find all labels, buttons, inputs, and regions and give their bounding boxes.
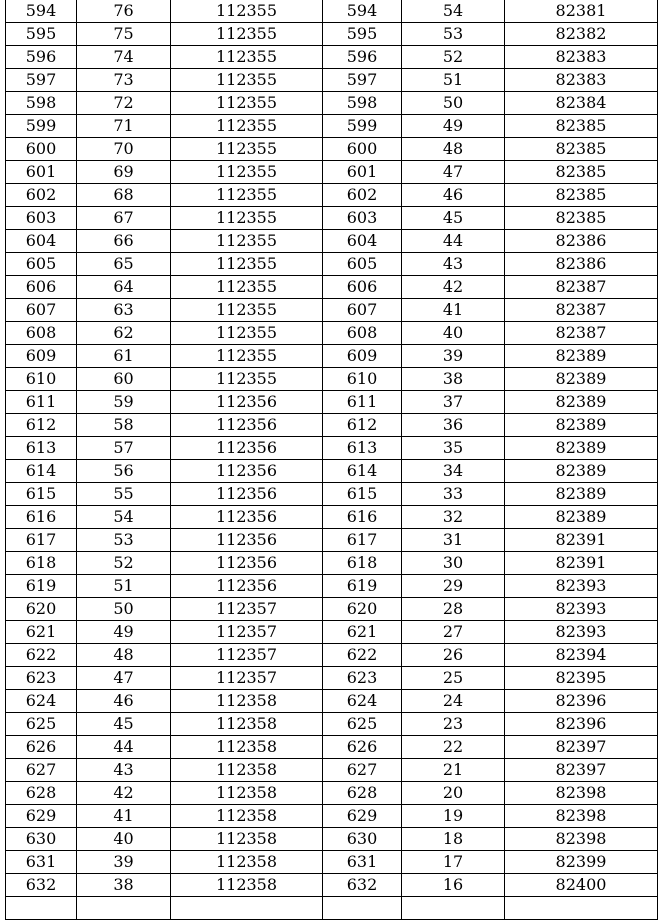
cell-score-a: 605 [6, 253, 77, 276]
cell-score-a: 622 [6, 644, 77, 667]
cell-score-a: 604 [6, 230, 77, 253]
cell-score-a: 601 [6, 161, 77, 184]
cell-count-a: 75 [77, 23, 171, 46]
cell-score-a: 607 [6, 299, 77, 322]
cell-cumulative-b: 82393 [505, 575, 658, 598]
table-row [6, 345, 658, 368]
cell-count-b: 35 [402, 437, 505, 460]
cell-score-b: 598 [323, 92, 402, 115]
cell-cumulative-b: 82398 [505, 782, 658, 805]
table-row [6, 690, 658, 713]
cell-score-b: 628 [323, 782, 402, 805]
cell-count-a: 46 [77, 690, 171, 713]
table-row [6, 0, 658, 23]
cell-score-b: 614 [323, 460, 402, 483]
cell-score-a: 603 [6, 207, 77, 230]
cell-cumulative-b: 82400 [505, 874, 658, 897]
cell-cumulative-b: 82387 [505, 299, 658, 322]
table-row [6, 299, 658, 322]
table-row [6, 805, 658, 828]
cell-cumulative-a: 112355 [171, 276, 323, 299]
cell-count-b: 17 [402, 851, 505, 874]
cell-cumulative-b: 82397 [505, 736, 658, 759]
cell-cumulative-a: 112355 [171, 368, 323, 391]
cell-score-b: 610 [323, 368, 402, 391]
cell-score-a: 597 [6, 69, 77, 92]
table-row [6, 483, 658, 506]
cell-count-b: 38 [402, 368, 505, 391]
cell-count-b [402, 897, 505, 920]
cell-count-a: 41 [77, 805, 171, 828]
cell-cumulative-a: 112355 [171, 253, 323, 276]
cell-count-a: 72 [77, 92, 171, 115]
table-row [6, 414, 658, 437]
table-row [6, 138, 658, 161]
cell-score-b: 620 [323, 598, 402, 621]
cell-cumulative-a: 112358 [171, 759, 323, 782]
cell-count-a: 50 [77, 598, 171, 621]
cell-cumulative-a: 112355 [171, 230, 323, 253]
cell-count-b: 43 [402, 253, 505, 276]
cell-score-a: 624 [6, 690, 77, 713]
cell-count-a: 47 [77, 667, 171, 690]
cell-score-b: 629 [323, 805, 402, 828]
cell-score-a: 632 [6, 874, 77, 897]
cell-count-a: 70 [77, 138, 171, 161]
cell-count-a: 56 [77, 460, 171, 483]
cell-cumulative-a: 112358 [171, 828, 323, 851]
table-row [6, 207, 658, 230]
cell-count-b: 27 [402, 621, 505, 644]
cell-score-a: 617 [6, 529, 77, 552]
cell-count-b: 20 [402, 782, 505, 805]
cell-cumulative-a: 112355 [171, 299, 323, 322]
table-row [6, 897, 658, 920]
cell-score-b: 600 [323, 138, 402, 161]
cell-cumulative-b: 82396 [505, 713, 658, 736]
cell-count-a: 65 [77, 253, 171, 276]
cell-cumulative-a: 112355 [171, 345, 323, 368]
cell-cumulative-b [505, 897, 658, 920]
cell-cumulative-b: 82385 [505, 138, 658, 161]
cell-cumulative-a: 112356 [171, 575, 323, 598]
cell-cumulative-b: 82385 [505, 184, 658, 207]
cell-cumulative-b: 82381 [505, 0, 658, 23]
cell-cumulative-b: 82385 [505, 115, 658, 138]
cell-cumulative-a [171, 897, 323, 920]
cell-count-b: 34 [402, 460, 505, 483]
cell-cumulative-b: 82389 [505, 483, 658, 506]
cell-count-b: 18 [402, 828, 505, 851]
cell-score-b: 618 [323, 552, 402, 575]
cell-cumulative-b: 82396 [505, 690, 658, 713]
cell-count-b: 51 [402, 69, 505, 92]
cell-score-b: 604 [323, 230, 402, 253]
cell-count-b: 36 [402, 414, 505, 437]
cell-cumulative-b: 82393 [505, 598, 658, 621]
cell-count-b: 46 [402, 184, 505, 207]
cell-cumulative-a: 112355 [171, 115, 323, 138]
cell-score-a: 615 [6, 483, 77, 506]
cell-count-b: 49 [402, 115, 505, 138]
cell-count-b: 37 [402, 391, 505, 414]
cell-cumulative-a: 112357 [171, 644, 323, 667]
cell-cumulative-a: 112357 [171, 667, 323, 690]
cell-cumulative-b: 82398 [505, 828, 658, 851]
cell-count-b: 23 [402, 713, 505, 736]
cell-score-a: 616 [6, 506, 77, 529]
cell-score-a: 625 [6, 713, 77, 736]
cell-score-a: 599 [6, 115, 77, 138]
cell-cumulative-a: 112356 [171, 414, 323, 437]
cell-score-b: 615 [323, 483, 402, 506]
cell-score-a: 610 [6, 368, 77, 391]
cell-score-b: 605 [323, 253, 402, 276]
cell-score-b: 616 [323, 506, 402, 529]
cell-score-b: 617 [323, 529, 402, 552]
cell-cumulative-b: 82387 [505, 322, 658, 345]
cell-cumulative-a: 112355 [171, 92, 323, 115]
cell-count-a: 67 [77, 207, 171, 230]
cell-count-b: 50 [402, 92, 505, 115]
cell-score-b: 607 [323, 299, 402, 322]
cell-cumulative-b: 82382 [505, 23, 658, 46]
table-row [6, 253, 658, 276]
cell-score-a: 595 [6, 23, 77, 46]
cell-count-a: 62 [77, 322, 171, 345]
cell-count-a: 60 [77, 368, 171, 391]
cell-score-b: 595 [323, 23, 402, 46]
cell-cumulative-a: 112355 [171, 161, 323, 184]
cell-count-a: 45 [77, 713, 171, 736]
cell-score-b: 622 [323, 644, 402, 667]
table-row [6, 23, 658, 46]
cell-count-b: 24 [402, 690, 505, 713]
cell-count-a: 48 [77, 644, 171, 667]
cell-cumulative-a: 112355 [171, 207, 323, 230]
table-row [6, 759, 658, 782]
table-row [6, 575, 658, 598]
table-row [6, 828, 658, 851]
cell-score-b: 627 [323, 759, 402, 782]
cell-count-b: 53 [402, 23, 505, 46]
table-row [6, 506, 658, 529]
cell-score-a: 611 [6, 391, 77, 414]
cell-count-a: 64 [77, 276, 171, 299]
table-row [6, 713, 658, 736]
cell-count-b: 45 [402, 207, 505, 230]
table-row [6, 644, 658, 667]
cell-count-b: 21 [402, 759, 505, 782]
cell-cumulative-b: 82385 [505, 207, 658, 230]
table-row [6, 552, 658, 575]
cell-cumulative-a: 112358 [171, 851, 323, 874]
cell-score-b: 599 [323, 115, 402, 138]
cell-count-b: 48 [402, 138, 505, 161]
cell-score-a: 628 [6, 782, 77, 805]
cell-score-b: 603 [323, 207, 402, 230]
cell-count-a: 54 [77, 506, 171, 529]
cell-cumulative-b: 82384 [505, 92, 658, 115]
table-row [6, 529, 658, 552]
table-row [6, 782, 658, 805]
cell-count-a: 55 [77, 483, 171, 506]
cell-score-b: 626 [323, 736, 402, 759]
cell-score-a: 606 [6, 276, 77, 299]
table-row [6, 736, 658, 759]
cell-cumulative-b: 82399 [505, 851, 658, 874]
table-row [6, 92, 658, 115]
table-row [6, 391, 658, 414]
table-row [6, 115, 658, 138]
cell-score-b: 625 [323, 713, 402, 736]
table-row [6, 46, 658, 69]
cell-score-a: 629 [6, 805, 77, 828]
cell-count-a: 42 [77, 782, 171, 805]
cell-count-a: 71 [77, 115, 171, 138]
cell-cumulative-a: 112355 [171, 23, 323, 46]
cell-cumulative-b: 82385 [505, 161, 658, 184]
table-row [6, 161, 658, 184]
cell-count-a: 68 [77, 184, 171, 207]
cell-score-b: 624 [323, 690, 402, 713]
cell-score-a: 600 [6, 138, 77, 161]
cell-cumulative-b: 82389 [505, 391, 658, 414]
cell-score-b: 606 [323, 276, 402, 299]
cell-score-b: 612 [323, 414, 402, 437]
cell-cumulative-b: 82389 [505, 506, 658, 529]
cell-score-a: 608 [6, 322, 77, 345]
cell-score-a: 627 [6, 759, 77, 782]
cell-count-b: 25 [402, 667, 505, 690]
cell-cumulative-a: 112356 [171, 552, 323, 575]
cell-score-a: 630 [6, 828, 77, 851]
cell-cumulative-b: 82387 [505, 276, 658, 299]
cell-cumulative-a: 112357 [171, 598, 323, 621]
cell-count-b: 54 [402, 0, 505, 23]
cell-score-a: 612 [6, 414, 77, 437]
cell-score-b: 632 [323, 874, 402, 897]
cell-count-a: 61 [77, 345, 171, 368]
cell-cumulative-a: 112355 [171, 322, 323, 345]
cell-score-b: 609 [323, 345, 402, 368]
cell-cumulative-b: 82395 [505, 667, 658, 690]
cell-cumulative-b: 82394 [505, 644, 658, 667]
cell-count-a: 63 [77, 299, 171, 322]
cell-score-b: 596 [323, 46, 402, 69]
cell-count-b: 19 [402, 805, 505, 828]
cell-cumulative-a: 112355 [171, 184, 323, 207]
cell-score-a: 621 [6, 621, 77, 644]
cell-cumulative-a: 112358 [171, 690, 323, 713]
cell-score-b: 630 [323, 828, 402, 851]
table-row [6, 667, 658, 690]
cell-score-b: 623 [323, 667, 402, 690]
cell-count-a: 53 [77, 529, 171, 552]
cell-cumulative-a: 112355 [171, 69, 323, 92]
cell-cumulative-b: 82386 [505, 253, 658, 276]
cell-count-a: 76 [77, 0, 171, 23]
cell-score-a: 609 [6, 345, 77, 368]
cell-count-a: 40 [77, 828, 171, 851]
cell-count-a: 52 [77, 552, 171, 575]
table-row [6, 184, 658, 207]
cell-cumulative-a: 112356 [171, 391, 323, 414]
cell-score-a: 623 [6, 667, 77, 690]
score-table [5, 0, 658, 920]
cell-cumulative-a: 112356 [171, 529, 323, 552]
cell-cumulative-b: 82389 [505, 460, 658, 483]
cell-score-b: 608 [323, 322, 402, 345]
cell-cumulative-b: 82383 [505, 46, 658, 69]
cell-cumulative-a: 112356 [171, 506, 323, 529]
cell-count-b: 44 [402, 230, 505, 253]
cell-score-b: 597 [323, 69, 402, 92]
cell-cumulative-a: 112358 [171, 805, 323, 828]
cell-count-a: 39 [77, 851, 171, 874]
cell-cumulative-a: 112356 [171, 437, 323, 460]
cell-score-b: 602 [323, 184, 402, 207]
cell-score-b: 613 [323, 437, 402, 460]
table-row [6, 851, 658, 874]
cell-count-a: 66 [77, 230, 171, 253]
table-row [6, 460, 658, 483]
cell-score-a: 631 [6, 851, 77, 874]
cell-count-a: 38 [77, 874, 171, 897]
cell-cumulative-b: 82386 [505, 230, 658, 253]
cell-cumulative-b: 82389 [505, 414, 658, 437]
cell-cumulative-b: 82389 [505, 345, 658, 368]
cell-count-a: 51 [77, 575, 171, 598]
cell-cumulative-b: 82397 [505, 759, 658, 782]
table-row [6, 874, 658, 897]
cell-score-a [6, 897, 77, 920]
cell-cumulative-b: 82391 [505, 529, 658, 552]
cell-count-b: 52 [402, 46, 505, 69]
table-row [6, 322, 658, 345]
cell-cumulative-b: 82393 [505, 621, 658, 644]
cell-count-a [77, 897, 171, 920]
cell-cumulative-a: 112356 [171, 483, 323, 506]
cell-count-b: 26 [402, 644, 505, 667]
table-row [6, 230, 658, 253]
cell-cumulative-a: 112358 [171, 782, 323, 805]
cell-score-b: 611 [323, 391, 402, 414]
cell-cumulative-a: 112355 [171, 46, 323, 69]
cell-score-a: 626 [6, 736, 77, 759]
table-row [6, 368, 658, 391]
cell-count-b: 39 [402, 345, 505, 368]
table-body [6, 0, 658, 920]
cell-cumulative-b: 82389 [505, 437, 658, 460]
cell-score-a: 594 [6, 0, 77, 23]
table-row [6, 621, 658, 644]
cell-count-b: 28 [402, 598, 505, 621]
cell-count-b: 40 [402, 322, 505, 345]
cell-score-b: 631 [323, 851, 402, 874]
cell-count-b: 32 [402, 506, 505, 529]
cell-count-b: 31 [402, 529, 505, 552]
cell-count-a: 43 [77, 759, 171, 782]
cell-cumulative-a: 112358 [171, 713, 323, 736]
cell-count-b: 42 [402, 276, 505, 299]
cell-count-b: 47 [402, 161, 505, 184]
cell-count-b: 16 [402, 874, 505, 897]
cell-cumulative-b: 82389 [505, 368, 658, 391]
cell-count-a: 69 [77, 161, 171, 184]
cell-cumulative-b: 82391 [505, 552, 658, 575]
cell-count-b: 29 [402, 575, 505, 598]
cell-cumulative-a: 112357 [171, 621, 323, 644]
cell-cumulative-a: 112358 [171, 874, 323, 897]
cell-cumulative-a: 112356 [171, 460, 323, 483]
cell-cumulative-a: 112358 [171, 736, 323, 759]
cell-count-b: 33 [402, 483, 505, 506]
cell-score-b: 601 [323, 161, 402, 184]
cell-score-a: 619 [6, 575, 77, 598]
cell-count-a: 49 [77, 621, 171, 644]
table-row [6, 598, 658, 621]
cell-score-b [323, 897, 402, 920]
cell-score-a: 613 [6, 437, 77, 460]
table-row [6, 69, 658, 92]
table-row [6, 437, 658, 460]
cell-cumulative-a: 112355 [171, 138, 323, 161]
cell-cumulative-b: 82398 [505, 805, 658, 828]
cell-score-a: 602 [6, 184, 77, 207]
cell-count-a: 73 [77, 69, 171, 92]
cell-count-a: 59 [77, 391, 171, 414]
cell-score-a: 598 [6, 92, 77, 115]
cell-cumulative-b: 82383 [505, 69, 658, 92]
table-row [6, 276, 658, 299]
cell-score-b: 619 [323, 575, 402, 598]
cell-score-a: 620 [6, 598, 77, 621]
cell-score-b: 621 [323, 621, 402, 644]
cell-score-b: 594 [323, 0, 402, 23]
cell-score-a: 618 [6, 552, 77, 575]
cell-count-b: 41 [402, 299, 505, 322]
cell-score-a: 596 [6, 46, 77, 69]
cell-count-a: 74 [77, 46, 171, 69]
cell-count-b: 30 [402, 552, 505, 575]
cell-cumulative-a: 112355 [171, 0, 323, 23]
cell-score-a: 614 [6, 460, 77, 483]
cell-count-a: 57 [77, 437, 171, 460]
cell-count-a: 58 [77, 414, 171, 437]
cell-count-b: 22 [402, 736, 505, 759]
cell-count-a: 44 [77, 736, 171, 759]
